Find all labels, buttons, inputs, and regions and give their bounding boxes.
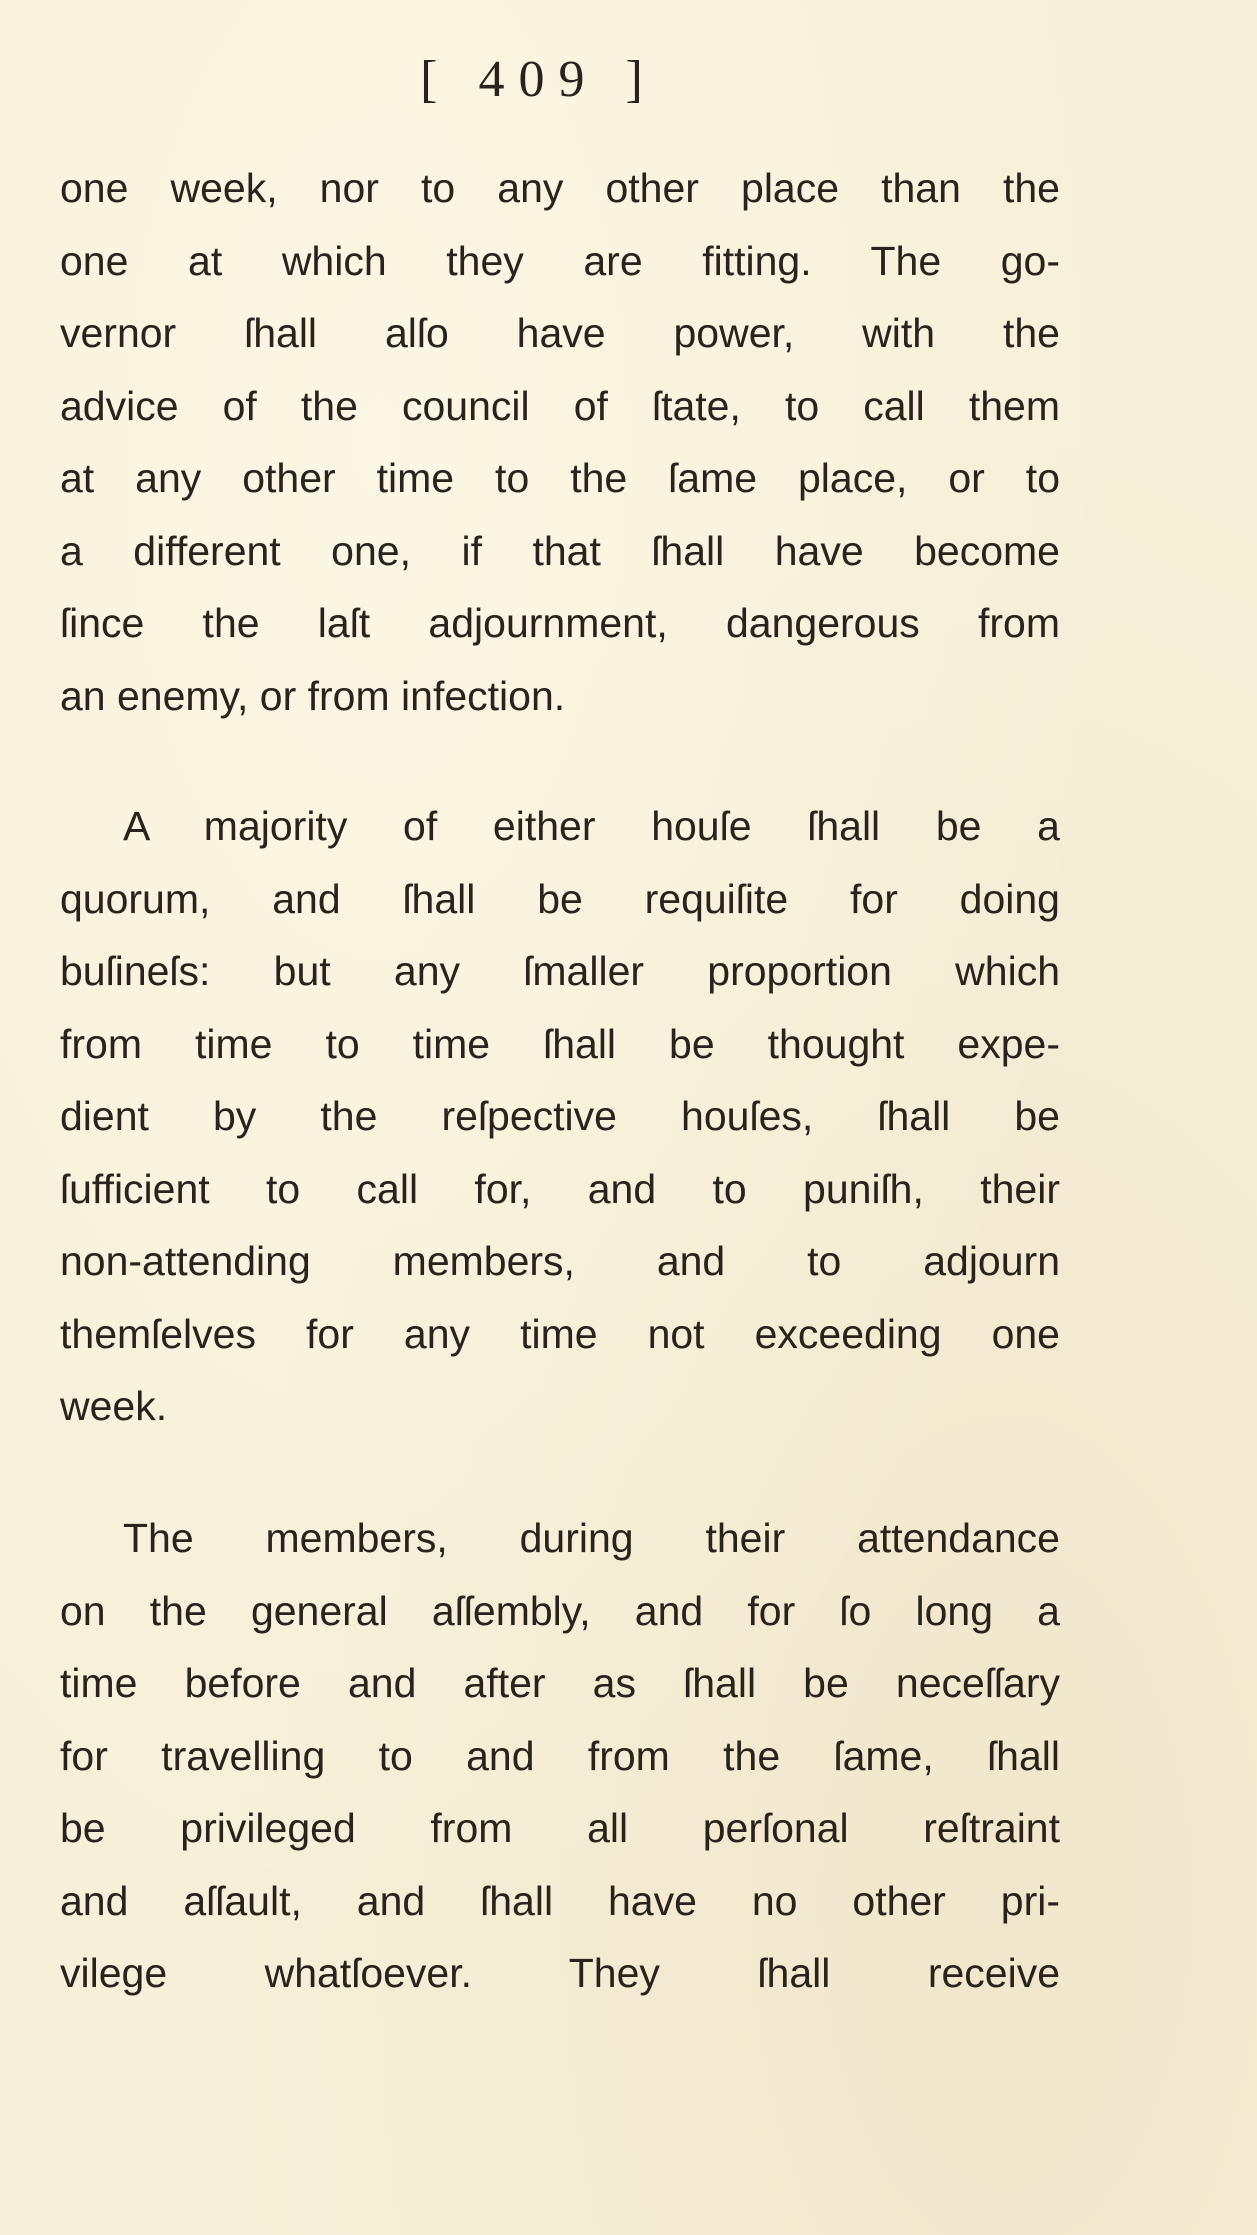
- text-line: quorum, and ſhall be requiſite for doing: [60, 875, 1060, 922]
- text-line: be privileged from all perſonal reſtraint: [60, 1805, 1060, 1851]
- text-line: one week, nor to any other place than the: [60, 165, 1060, 211]
- text-line: from time to time ſhall be thought expe-: [60, 1020, 1060, 1067]
- text-line: vernor ſhall alſo have power, with the: [60, 310, 1060, 356]
- text-line: on the general aſſembly, and for ſo long a: [60, 1587, 1060, 1634]
- text-line: a different one, if that ſhall have become: [60, 527, 1060, 574]
- text-line: week.: [60, 1383, 168, 1429]
- text-line: ſufficient to call for, and to puniſh, their: [60, 1165, 1060, 1212]
- text-line: A majority of either houſe ſhall be a: [123, 803, 1060, 849]
- text-line: buſineſs: but any ſmaller proportion which: [60, 948, 1060, 994]
- text-line: for travelling to and from the ſame, ſhall: [60, 1732, 1060, 1779]
- paragraph-3: [60, 1502, 1060, 2010]
- text-line: and aſſault, and ſhall have no other pri-: [60, 1877, 1060, 1924]
- text-line: The members, during their attendance: [123, 1515, 1060, 1561]
- page-number: [ 409 ]: [420, 51, 657, 108]
- text-line: one at which they are fitting. The go-: [60, 237, 1060, 284]
- text-line: themſelves for any time not exceeding one: [60, 1310, 1060, 1357]
- text-line: an enemy, or from infection.: [60, 672, 566, 719]
- text-line: advice of the council of ſtate, to call them: [60, 382, 1060, 429]
- text-line: vilege whatſoever. They ſhall receive: [60, 1950, 1060, 1996]
- paragraph-1: [60, 152, 1060, 732]
- text-line: at any other time to the ſame place, or to: [60, 455, 1060, 501]
- text-line: time before and after as ſhall be neceſſary: [60, 1660, 1060, 1706]
- paragraph-2: [60, 790, 1060, 1443]
- text-line: dient by the reſpective houſes, ſhall be: [60, 1093, 1060, 1139]
- text-line: non-attending members, and to adjourn: [60, 1238, 1060, 1284]
- text-line: ſince the laſt adjournment, dangerous from: [60, 600, 1060, 646]
